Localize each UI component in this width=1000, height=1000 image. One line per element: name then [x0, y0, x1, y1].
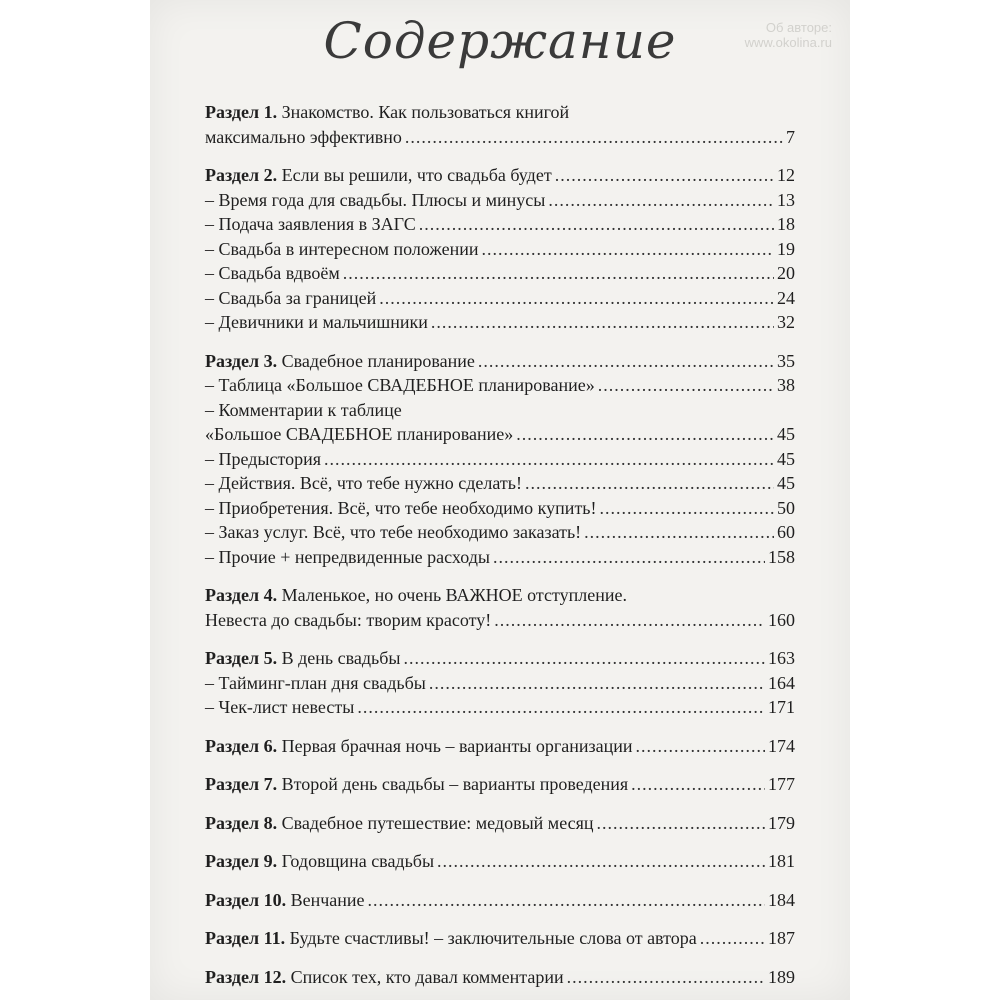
- section-number: Раздел 1.: [205, 102, 278, 122]
- toc-line[interactable]: [205, 545, 795, 570]
- table-of-contents: [205, 100, 795, 1000]
- toc-entry: [205, 646, 795, 720]
- page-number: 13: [777, 189, 795, 210]
- section-title: Свадебное путешествие: медовый месяц: [277, 812, 594, 833]
- dot-leader: [437, 849, 765, 874]
- toc-line[interactable]: [205, 926, 795, 951]
- section-title: Венчание: [286, 889, 365, 910]
- section-title: – Девичники и мальчишники: [205, 312, 428, 332]
- section-number: Раздел 3.: [205, 350, 278, 371]
- toc-line[interactable]: [205, 849, 795, 874]
- dot-leader: [494, 608, 765, 633]
- toc-entry: [205, 349, 795, 570]
- toc-line[interactable]: [205, 496, 795, 521]
- dot-leader: [431, 310, 774, 335]
- section-number: Раздел 8.: [205, 812, 278, 833]
- toc-line[interactable]: [205, 398, 795, 423]
- toc-line-text: [205, 671, 426, 696]
- toc-entry: [205, 811, 795, 836]
- dot-leader: [548, 188, 774, 213]
- toc-line-text: [205, 545, 490, 570]
- section-title: максимально эффективно: [205, 126, 402, 147]
- toc-line-text: [205, 261, 340, 286]
- dot-leader: [429, 671, 765, 696]
- section-title: – Тайминг-план дня свадьбы: [205, 672, 426, 693]
- toc-line-text: [205, 310, 428, 335]
- page-number: 12: [777, 165, 795, 185]
- section-number: Раздел 5.: [205, 648, 278, 668]
- toc-line[interactable]: [205, 188, 795, 213]
- toc-entry: [205, 849, 795, 874]
- page-number: 60: [777, 522, 795, 542]
- bleed-line: Об авторе:: [765, 20, 832, 35]
- page-number: 45: [777, 424, 795, 444]
- page-number: 50: [777, 497, 795, 518]
- dot-leader: [584, 520, 774, 545]
- section-number: Раздел 2.: [205, 165, 278, 185]
- section-number: Раздел 11.: [205, 928, 286, 948]
- toc-line[interactable]: [205, 811, 795, 836]
- page-number: 171: [768, 697, 795, 717]
- toc-line[interactable]: [205, 310, 795, 335]
- section-title: – Комментарии к таблице: [205, 399, 402, 420]
- dot-leader: [357, 695, 765, 720]
- toc-line-text: [205, 772, 628, 797]
- page-number: 45: [777, 473, 795, 493]
- toc-line[interactable]: [205, 125, 795, 150]
- toc-line[interactable]: [205, 261, 795, 286]
- section-title: – Свадьба вдвоём: [205, 263, 340, 283]
- section-number: Раздел 7.: [205, 774, 278, 794]
- toc-entry: [205, 100, 795, 149]
- toc-line[interactable]: [205, 583, 795, 608]
- toc-line-text: [205, 849, 434, 874]
- toc-line[interactable]: [205, 695, 795, 720]
- section-number: Раздел 6.: [205, 735, 278, 756]
- toc-line-text: [205, 188, 545, 213]
- toc-line[interactable]: [205, 888, 795, 913]
- toc-line-text: [205, 496, 597, 521]
- section-title: В день свадьбы: [277, 648, 401, 668]
- dot-leader: [700, 926, 765, 951]
- toc-line[interactable]: [205, 671, 795, 696]
- toc-line-text: [205, 422, 513, 447]
- book-page: [150, 0, 850, 1000]
- toc-line[interactable]: [205, 608, 795, 633]
- toc-entry: [205, 888, 795, 913]
- page-number: 179: [768, 812, 795, 833]
- dot-leader: [343, 261, 774, 286]
- page-number: 163: [768, 648, 795, 668]
- section-title: – Приобретения. Всё, что тебе необходимо купить!: [205, 497, 597, 518]
- section-title: Будьте счастливы! – заключительные слова от автора: [285, 928, 697, 948]
- page-number: 189: [768, 966, 795, 987]
- section-title: Второй день свадьбы – варианты проведения: [277, 774, 629, 794]
- page-number: 19: [777, 238, 795, 259]
- toc-line-text: [205, 286, 376, 311]
- toc-line-text: [205, 811, 594, 836]
- dot-leader: [567, 965, 765, 990]
- section-title: – Время года для свадьбы. Плюсы и минусы: [205, 189, 546, 210]
- toc-entry: [205, 734, 795, 759]
- toc-line-text: [205, 373, 595, 398]
- page-number: 38: [777, 375, 795, 395]
- dot-leader: [516, 422, 774, 447]
- page-number: 158: [768, 546, 795, 567]
- toc-line-text: [205, 583, 627, 608]
- toc-line-text: [205, 695, 354, 720]
- section-title: – Прочие + непредвиденные расходы: [205, 546, 490, 567]
- toc-line[interactable]: [205, 520, 795, 545]
- toc-line[interactable]: [205, 212, 795, 237]
- toc-line-text: [205, 888, 365, 913]
- section-title: Первая брачная ночь – варианты организации: [277, 735, 633, 756]
- section-number: Раздел 10.: [205, 889, 287, 910]
- page-number: 174: [768, 735, 795, 756]
- section-title: – Таблица «Большое СВАДЕБНОЕ планирование»: [205, 375, 595, 395]
- dot-leader: [403, 646, 765, 671]
- toc-entry: [205, 926, 795, 951]
- dot-leader: [525, 471, 774, 496]
- toc-line[interactable]: [205, 965, 795, 990]
- toc-line[interactable]: [205, 373, 795, 398]
- section-title: – Действия. Всё, что тебе нужно сделать!: [205, 473, 522, 493]
- toc-line-text: [205, 926, 697, 951]
- dot-leader: [478, 349, 774, 374]
- dot-leader: [598, 373, 774, 398]
- toc-entry: [205, 583, 795, 632]
- toc-line[interactable]: [205, 772, 795, 797]
- dot-leader: [419, 212, 774, 237]
- dot-leader: [324, 447, 774, 472]
- toc-line[interactable]: [205, 349, 795, 374]
- section-title: – Заказ услуг. Всё, что тебе необходимо заказать!: [205, 522, 582, 542]
- section-title: – Подача заявления в ЗАГС: [205, 214, 416, 234]
- toc-line-text: [205, 734, 633, 759]
- bleed-line: www.okolina.ru: [744, 35, 832, 50]
- section-number: Раздел 4.: [205, 585, 278, 605]
- page-number: 184: [768, 889, 795, 910]
- section-title: «Большое СВАДЕБНОЕ планирование»: [205, 424, 514, 444]
- dot-leader: [636, 734, 765, 759]
- page-number: 181: [768, 851, 795, 871]
- toc-line-text: [205, 237, 479, 262]
- page-number: 45: [777, 448, 795, 469]
- page-number: 18: [777, 214, 795, 234]
- section-title: Если вы решили, что свадьба будет: [277, 165, 552, 185]
- dot-leader: [555, 163, 774, 188]
- toc-line-text: [205, 447, 321, 472]
- toc-line[interactable]: [205, 646, 795, 671]
- toc-line-text: [205, 163, 552, 188]
- dot-leader: [631, 772, 765, 797]
- dot-leader: [493, 545, 765, 570]
- page-number: 24: [777, 287, 795, 308]
- section-title: – Свадьба в интересном положении: [205, 238, 479, 259]
- section-number: Раздел 12.: [205, 966, 287, 987]
- toc-line-text: [205, 646, 400, 671]
- page-number: 7: [786, 126, 795, 147]
- toc-line[interactable]: [205, 237, 795, 262]
- page-number: 20: [777, 263, 795, 283]
- page-number: 160: [768, 609, 795, 630]
- toc-line[interactable]: [205, 471, 795, 496]
- section-title: Список тех, кто давал комментарии: [286, 966, 564, 987]
- section-title: – Предыстория: [205, 448, 322, 469]
- toc-entry: [205, 772, 795, 797]
- section-title: Знакомство. Как пользоваться книгой: [277, 102, 570, 122]
- dot-leader: [368, 888, 765, 913]
- toc-line-text: [205, 100, 569, 125]
- toc-line[interactable]: [205, 286, 795, 311]
- page-title: Содержание: [323, 12, 677, 70]
- toc-line-text: [205, 212, 416, 237]
- toc-line-text: [205, 965, 564, 990]
- toc-line[interactable]: [205, 447, 795, 472]
- section-title: Свадебное планирование: [277, 350, 475, 371]
- toc-line-text: [205, 398, 402, 423]
- toc-entry: [205, 965, 795, 990]
- page-number: 187: [768, 928, 795, 948]
- page-number: 35: [777, 350, 795, 371]
- dot-leader: [597, 811, 765, 836]
- toc-line[interactable]: [205, 422, 795, 447]
- toc-entry: [205, 163, 795, 335]
- page-number: 177: [768, 774, 795, 794]
- toc-line-text: [205, 471, 522, 496]
- toc-line-text: [205, 349, 475, 374]
- page-number: 164: [768, 672, 795, 693]
- section-title: – Чек-лист невесты: [205, 697, 355, 717]
- section-title: Годовщина свадьбы: [277, 851, 435, 871]
- toc-line[interactable]: [205, 163, 795, 188]
- page-number: 32: [777, 312, 795, 332]
- section-title: Невеста до свадьбы: творим красоту!: [205, 609, 492, 630]
- toc-line[interactable]: [205, 100, 795, 125]
- section-number: Раздел 9.: [205, 851, 278, 871]
- section-title: Маленькое, но очень ВАЖНОЕ отступление.: [277, 585, 627, 605]
- toc-line-text: [205, 608, 491, 633]
- section-title: – Свадьба за границей: [205, 287, 377, 308]
- dot-leader: [379, 286, 774, 311]
- toc-line[interactable]: [205, 734, 795, 759]
- toc-line-text: [205, 125, 402, 150]
- dot-leader: [405, 125, 783, 150]
- dot-leader: [600, 496, 774, 521]
- toc-line-text: [205, 520, 581, 545]
- dot-leader: [482, 237, 774, 262]
